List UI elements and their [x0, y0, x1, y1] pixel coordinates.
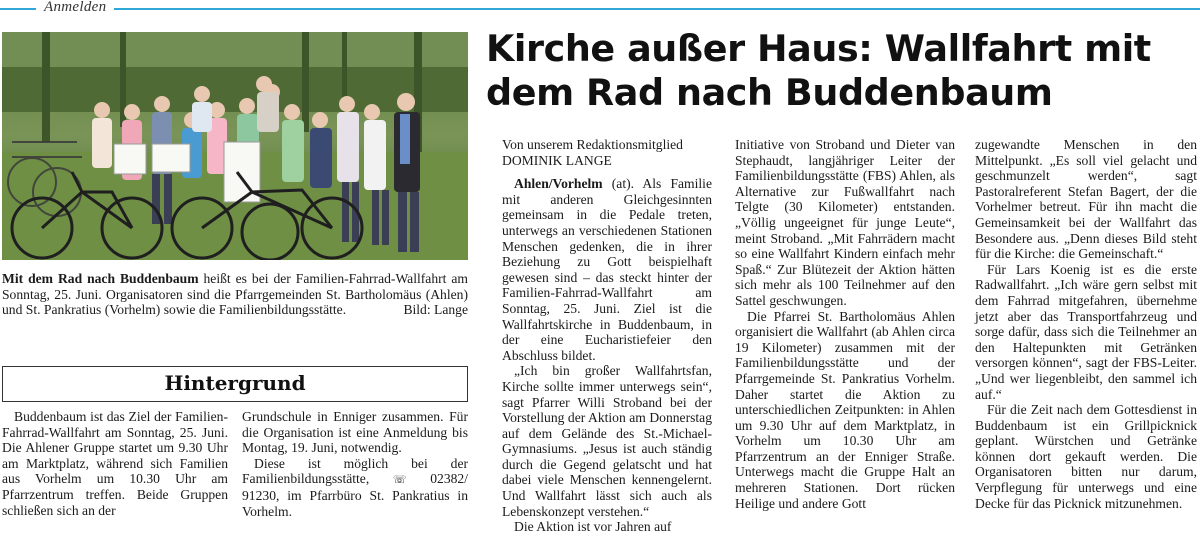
byline [502, 137, 712, 168]
article-column-2 [735, 137, 955, 511]
background-column-2 [242, 409, 468, 519]
article-column-3 [975, 137, 1197, 511]
article-paragraph: Initiative von Stroband und Dieter van Stephaudt, langjähriger Leiter der Familienbildungsstätte (FBS) Ahlen, als Alternative zur Fußwallfahrt nach Telgte (30 Kilometer) entstanden. „Völlig ungeeignet für junge Leute“, meint Stroband. „Mit Fahrrädern macht so eine Wallfahrt Kindern einfach mehr Spaß.“ Zur Blütezeit der Aktion hätten sich mehr als 100 Teilnehmer auf den Sattel geschwungen. [735, 137, 955, 308]
dateline: Ahlen/Vorhelm [514, 176, 603, 192]
article-column-1 [502, 137, 712, 535]
article-paragraph: Für Lars Koenig ist es die erste Radwallfahrt. „Ich wäre gern selbst mit dem Fahrrad mitgefahren, übernehme jetzt aber das Transportfahrzeug und sorge dafür, dass sich die Teilnehmer an den Haltepunkten mit Getränken versorgen können“, sagt der FBS-Leiter. „Und wer liegenbleibt, den sammel ich auf.“ [975, 261, 1197, 402]
background-box [2, 366, 468, 402]
article-paragraph: zugewandte Menschen in den Mittelpunkt. „Es soll viel gelacht und geschmunzelt werden“, sagt Pastoralreferent Stefan Bagert, der die Vorhelmer betreut. Für ihn macht die Gemeinsamkeit bei der Wallfahrt das Besondere aus. „Denn dieses Bild steht für die Kirche: die Gemeinschaft.“ [975, 137, 1197, 262]
section-header [0, 0, 1200, 16]
article-paragraph: Für die Zeit nach dem Gottesdienst in Buddenbaum ist ein Grillpicknick geplant. Würstchen und Getränke können dort gekauft werden. Die Organisatoren bitten nur darum, Verpflegung für unterwegs und eine Decke für das Picknick mitzunehmen. [975, 402, 1197, 511]
background-paragraph [242, 456, 468, 519]
contact-text: Diese ist möglich bei der Familienbildungsstätte, [242, 455, 468, 487]
article-paragraph: Die Aktion ist vor Jahren auf [514, 519, 672, 535]
photo-illustration [2, 32, 468, 260]
article-paragraph: Ahlen/Vorhelm (at). Als Familie mit anderen Gleichgesinnten gemeinsam in die Pedale treten, unterwegs an verschiedenen Stationen Menschen gedenken, die in ihrer Beziehung zu Gott beispielhaft gewesen sind – das steckt hinter der Familien-Fahrrad-Wallfahrt am Sonntag, 25. Juni. Ziel ist die Wallfahrtskirche in Buddenbaum, in der eine Eucharistiefeier den Abschluss bildet. [502, 176, 712, 363]
background-box-title: Hintergrund [164, 371, 306, 395]
background-column-1 [2, 409, 228, 518]
background-paragraph: Buddenbaum ist das Ziel der Familien-Fahrrad-Wallfahrt am Sonntag, 25. Juni. Die Ahlener Gruppe startet um 9.30 Uhr am Marktplatz, während sich Familien aus Vorhelm um 10.30 Uhr am Pfarrzentrum treffen. Beide Gruppen schließen sich an der [2, 409, 228, 518]
article-headline: Kirche außer Haus: Wallfahrt mit dem Rad nach Buddenbaum [486, 27, 1151, 114]
byline-author: DOMINIK LANGE [502, 152, 612, 168]
article-photo [2, 32, 468, 260]
section-rule [0, 8, 1200, 10]
photo-credit: Bild: Lange [403, 302, 468, 318]
background-paragraph: Grundschule in Enniger zusammen. Für die Organisation ist eine Anmeldung bis Montag, 19. Juni, notwendig. [242, 409, 468, 456]
caption-lead: Mit dem Rad nach Buddenbaum [2, 271, 199, 286]
photo-caption [2, 271, 468, 318]
caption-text: heißt es bei der Familien-Fahrrad-Wallfahrt am Sonntag, 25. Juni. Organisatoren sind die Pfarrgemeinden St. Bartholomäus (Ahlen) und St. Pankratius (Vorhelm) sowie die Familienbildungsstätte. [2, 271, 468, 318]
contact-phone-text: 02382/ 91230, im Pfarrbüro St. Pankratius in Vorhelm. [242, 471, 468, 519]
article-paragraph: „Ich bin großer Wallfahrtsfan, Kirche sollte immer unterwegs sein“, sagt Pfarrer Willi Stroband bei der Vorstellung der Aktion am Donnerstag auf dem Gelände des St.-Michael-Gymnasiums. „Jesus ist auch ständig durch die Gegend gelatscht und hat dabei viele Menschen kennengelernt. Und Wallfahrt lässt sich auch als Lebenskonzept verstehen.“ [502, 363, 712, 519]
byline-label: Von unserem Redaktionsmitglied [502, 137, 683, 152]
section-label: Anmelden [36, 0, 114, 16]
phone-icon: ☏ [392, 473, 407, 487]
article-paragraph: Die Pfarrei St. Bartholomäus Ahlen organisiert die Wallfahrt (ab Ahlen circa 19 Kilometer) zusammen mit der Familienbildungsstätte und der Pfarrgemeinde St. Pankratius Vorhelm. Daher startet die Aktion zu unterschiedlichen Zeitpunkten: in Ahlen um 9.30 Uhr auf dem Marktplatz, in Vorhelm um 10.30 Uhr am Pfarrzentrum an der Enniger Straße. Unterwegs macht die Gruppe Halt an mehreren Stationen. Dort rücken Heilige und andere Gott [735, 308, 955, 511]
